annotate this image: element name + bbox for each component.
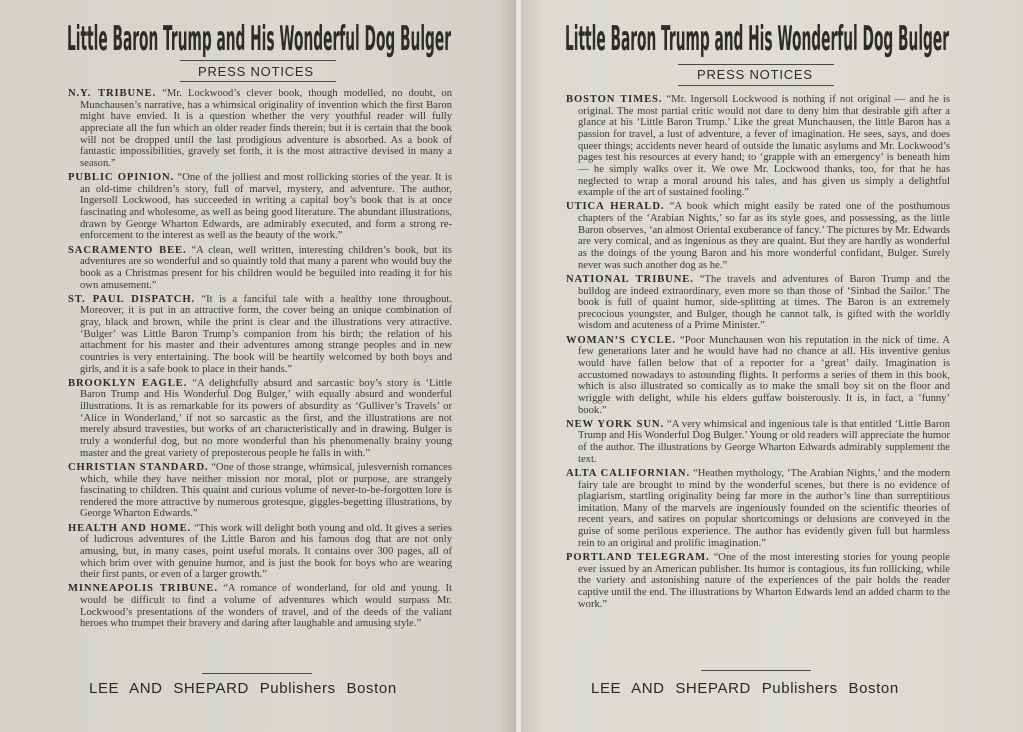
- press-notices-list: [566, 94, 950, 613]
- notice-quote: “Mr. Lockwood’s clever book, though modelled, no doubt, on Munchausen’s narrative, has a whimsical originality of invention which the first Baron might have envied. It is a question whether the very youthful reader will fully appreciate all the fun which an older reader finds therein; but it is certain that the book will not be dropped until the last prodigious adventure is absorbed. As a book of fantastic impossibilities, gravely set forth, it is the most attractive devised in many a season.”: [80, 88, 453, 169]
- press-notice: [68, 245, 452, 292]
- notice-source: PUBLIC OPINION.: [68, 172, 175, 184]
- press-notice: [566, 274, 950, 332]
- notice-source: NATIONAL TRIBUNE.: [566, 273, 694, 285]
- press-notice: [68, 378, 452, 460]
- book-title-graphic: [564, 16, 950, 58]
- book-title: Little Baron Trump and His Wonderful Dog Bulger: [565, 19, 950, 59]
- press-notices-list: [68, 88, 452, 633]
- publisher-line: LEE AND SHEPARD Publishers Boston: [591, 680, 899, 697]
- book-title: Little Baron Trump and His Wonderful Dog Bulger: [67, 19, 452, 59]
- divider: [202, 673, 312, 674]
- notice-quote: “The travels and adventures of Baron Trump and the bulldog are indeed extraordinary, even more so than those of ‘Sinbad the Sailor.’ The book is full of quaint humor, side-splitting at times. The Baron is an extremely precocious youngster, and Bulger, though he cannot talk, is gifted with the worldly wisdom and acuteness of a Prime Minister.”: [578, 273, 950, 332]
- notice-source: CHRISTIAN STANDARD.: [68, 461, 209, 473]
- notice-quote: “A very whimsical and ingenious tale is that entitled ‘Little Baron Trump and His Wonderful Dog Bulger.’ Young or old readers will appreciate the humor of the author. The illustrations by George Wharton Edwards admirably supplement the text.: [578, 418, 950, 465]
- notice-source: SACRAMENTO BEE.: [68, 244, 187, 256]
- notice-source: N.Y. TRIBUNE.: [68, 88, 157, 99]
- notice-quote: “One of the most interesting stories for young people ever issued by an American publisher. Its humor is contagious, its fun rollicking, while the variety and astonishing nature of the experiences of the pair holds the reader captive until the end. The illustrations by Wharton Edwards lend an added charm to the work.”: [578, 551, 950, 610]
- notice-quote: “A romance of wonderland, for old and young. It would be difficult to find a volume of adventures which would surpass Mr. Lockwood’s presentations of the wonders of travel, and of the deeds of the valiant heroes who trumpet their bravery and daring after laughable and amusing style.”: [80, 583, 452, 630]
- press-notice: [566, 468, 950, 550]
- divider: [701, 670, 811, 671]
- press-notice: [68, 88, 452, 170]
- press-notice: [566, 201, 950, 271]
- press-notice: [566, 335, 950, 417]
- notice-source: UTICA HERALD.: [566, 201, 665, 213]
- press-notice: [566, 94, 950, 199]
- press-notice: [566, 552, 950, 610]
- notice-quote: “Mr. Ingersoll Lockwood is nothing if not original — and he is original. The most partial critic would not dare to deny him that desirable gift after a glance at his ‘Little Baron Trump.’ Like the great Munchausen, the little Baron has a passion for travel, a lust of adventure, a fever of imagination. He sees, says, and does queer things; accidents never heard of outside the lunatic asylums and Mr. Lockwood’s pages test his resources at every hand; to ‘grapple with an emergency’ is beneath him — he simply walks over it. We owe Mr. Lockwood thanks, too, for that he has neglected to wrap a moral around his tales, and has given us simply a delightful example of the art of sustained fooling.”: [578, 94, 950, 199]
- notice-source: BROOKLYN EAGLE.: [68, 377, 188, 389]
- press-notice: [68, 583, 452, 630]
- press-notice: [68, 294, 452, 376]
- book-title-graphic: [66, 16, 452, 58]
- divider: [678, 85, 834, 86]
- notice-quote: “Poor Munchausen won his reputation in the nick of time. A few generations later and he would have had no chance at all. His inventive genius would have fallen below that of a reporter for a ‘great’ daily. Imagination is accustomed nowadays to astounding flights. It performs a series of them in this book, which is also illustrated so comically as to make the small boy sit on the floor and wriggle with delight, while his elders guffaw boisterously. It is, in fact, a ‘funny’ book.”: [578, 334, 950, 416]
- section-heading: PRESS NOTICES: [198, 64, 314, 79]
- notice-source: BOSTON TIMES.: [566, 94, 663, 105]
- press-notice: [566, 419, 950, 466]
- notice-quote: “A book which might easily be rated one of the posthumous chapters of the ‘Arabian Nights,’ so far as its style goes, and possessing, as the little Baron observes, ‘an almost Oriental exuberance of fancy.’ The pictures by Mr. Edwards are very comical, and as ingenious as they are quaint. But they are hardly as wonderful as the doings of the young Baron and his more wonderful confidant, Bulger. Surely never was such another dog as he.”: [578, 201, 950, 271]
- notice-quote: “One of those strange, whimsical, julesvernish romances which, while they have neither mission nor moral, plot or purpose, are strangely fascinating to children. This quaint and curious volume of never-to-be-forgotten lore is rendered the more attractive by numerous grotesque, giggles-begetting illustrations, by George Wharton Edwards.”: [80, 461, 452, 520]
- notice-quote: “Heathen mythology, ‘The Arabian Nights,’ and the modern fairy tale are brought to mind by the wonderful scenes, but there is no evidence of plagiarism, startling originality being far more in the author’s line than surreptitious imitation. Many of the marvels are ingeniously founded on the scientific theories of recent years, and satires on popular shortcomings or delusions are conveyed in the guise of some perilous experience. The author has evidently given full but harmless rein to an original and prolific imagination.”: [578, 467, 950, 549]
- publisher-line: LEE AND SHEPARD Publishers Boston: [89, 680, 397, 697]
- press-notice: [68, 523, 452, 581]
- divider: [180, 60, 336, 61]
- notice-quote: “A clean, well written, interesting children’s book, but its adventures are so wonderful and so quaintly told that many a parent who would buy the book as a Christmas present for his children would be beguiled into reading it for his own amusement.”: [80, 244, 452, 291]
- section-heading: PRESS NOTICES: [697, 67, 813, 82]
- notice-quote: “It is a fanciful tale with a healthy tone throughout. Moreover, it is put in an attractive form, the cover being an unique combination of gray, black and brown, while the print is clear and the illustrations very attractive. ‘Bulger’ was Little Baron Trump’s companion from his birth; the relation of his attachment for his master and their adventures among strange peoples and in new countries is very entertaining. The book will be heartily welcomed by both boys and girls, and it is a safe book to place in their hands.”: [80, 293, 452, 375]
- notice-source: HEALTH AND HOME.: [68, 522, 192, 534]
- notice-source: ST. PAUL DISPATCH.: [68, 293, 196, 305]
- notice-quote: “This work will delight both young and old. It gives a series of ludicrous adventures of the Little Baron and his famous dog that are not only amusing, but, in many cases, point useful morals. It contains over 300 pages, all of which brim over with genuine humor, and is just the book for boys who are wearing their first pants, or even of a larger growth.”: [80, 522, 452, 581]
- notice-source: NEW YORK SUN.: [566, 418, 665, 430]
- notice-quote: “A delightfully absurd and sarcastic boy’s story is ‘Little Baron Trump and His Wonderful Dog Bulger,’ with equally absurd and wonderful illustrations. It is as remarkable for its powers of absurdity as ‘Gulliver’s Travels’ or ‘Alice in Wonderland,’ if not so sarcastic as the first, and the illustrations are not merely absurd travesties, but works of art characteristically and in drawing. Bulger is truly a wonderful dog, but no more wonderful than his phenomenally brainy young master and the great variety of preposterous people he falls in with.”: [80, 377, 452, 459]
- notice-source: MINNEAPOLIS TRIBUNE.: [68, 583, 218, 595]
- press-notice: [68, 172, 452, 242]
- notice-source: WOMAN’S CYCLE.: [566, 334, 676, 346]
- press-notice: [68, 462, 452, 520]
- notice-source: PORTLAND TELEGRAM.: [566, 551, 710, 563]
- right-page: [521, 0, 1023, 732]
- divider: [180, 81, 336, 82]
- divider: [678, 64, 834, 65]
- notice-source: ALTA CALIFORNIAN.: [566, 467, 691, 479]
- notice-quote: “One of the jolliest and most rollicking stories of the year. It is an old-time children’s story, full of marvel, mystery, and adventure. The author, Ingersoll Lockwood, has succeeded in writing a capital boy’s book that is at once fascinating and wholesome, as well as being good literature. The abundant illustrations, drawn by George Wharton Edwards, are admirably executed, and form a strong re-enforcement to the interest as well as the beauty of the work.”: [80, 172, 452, 242]
